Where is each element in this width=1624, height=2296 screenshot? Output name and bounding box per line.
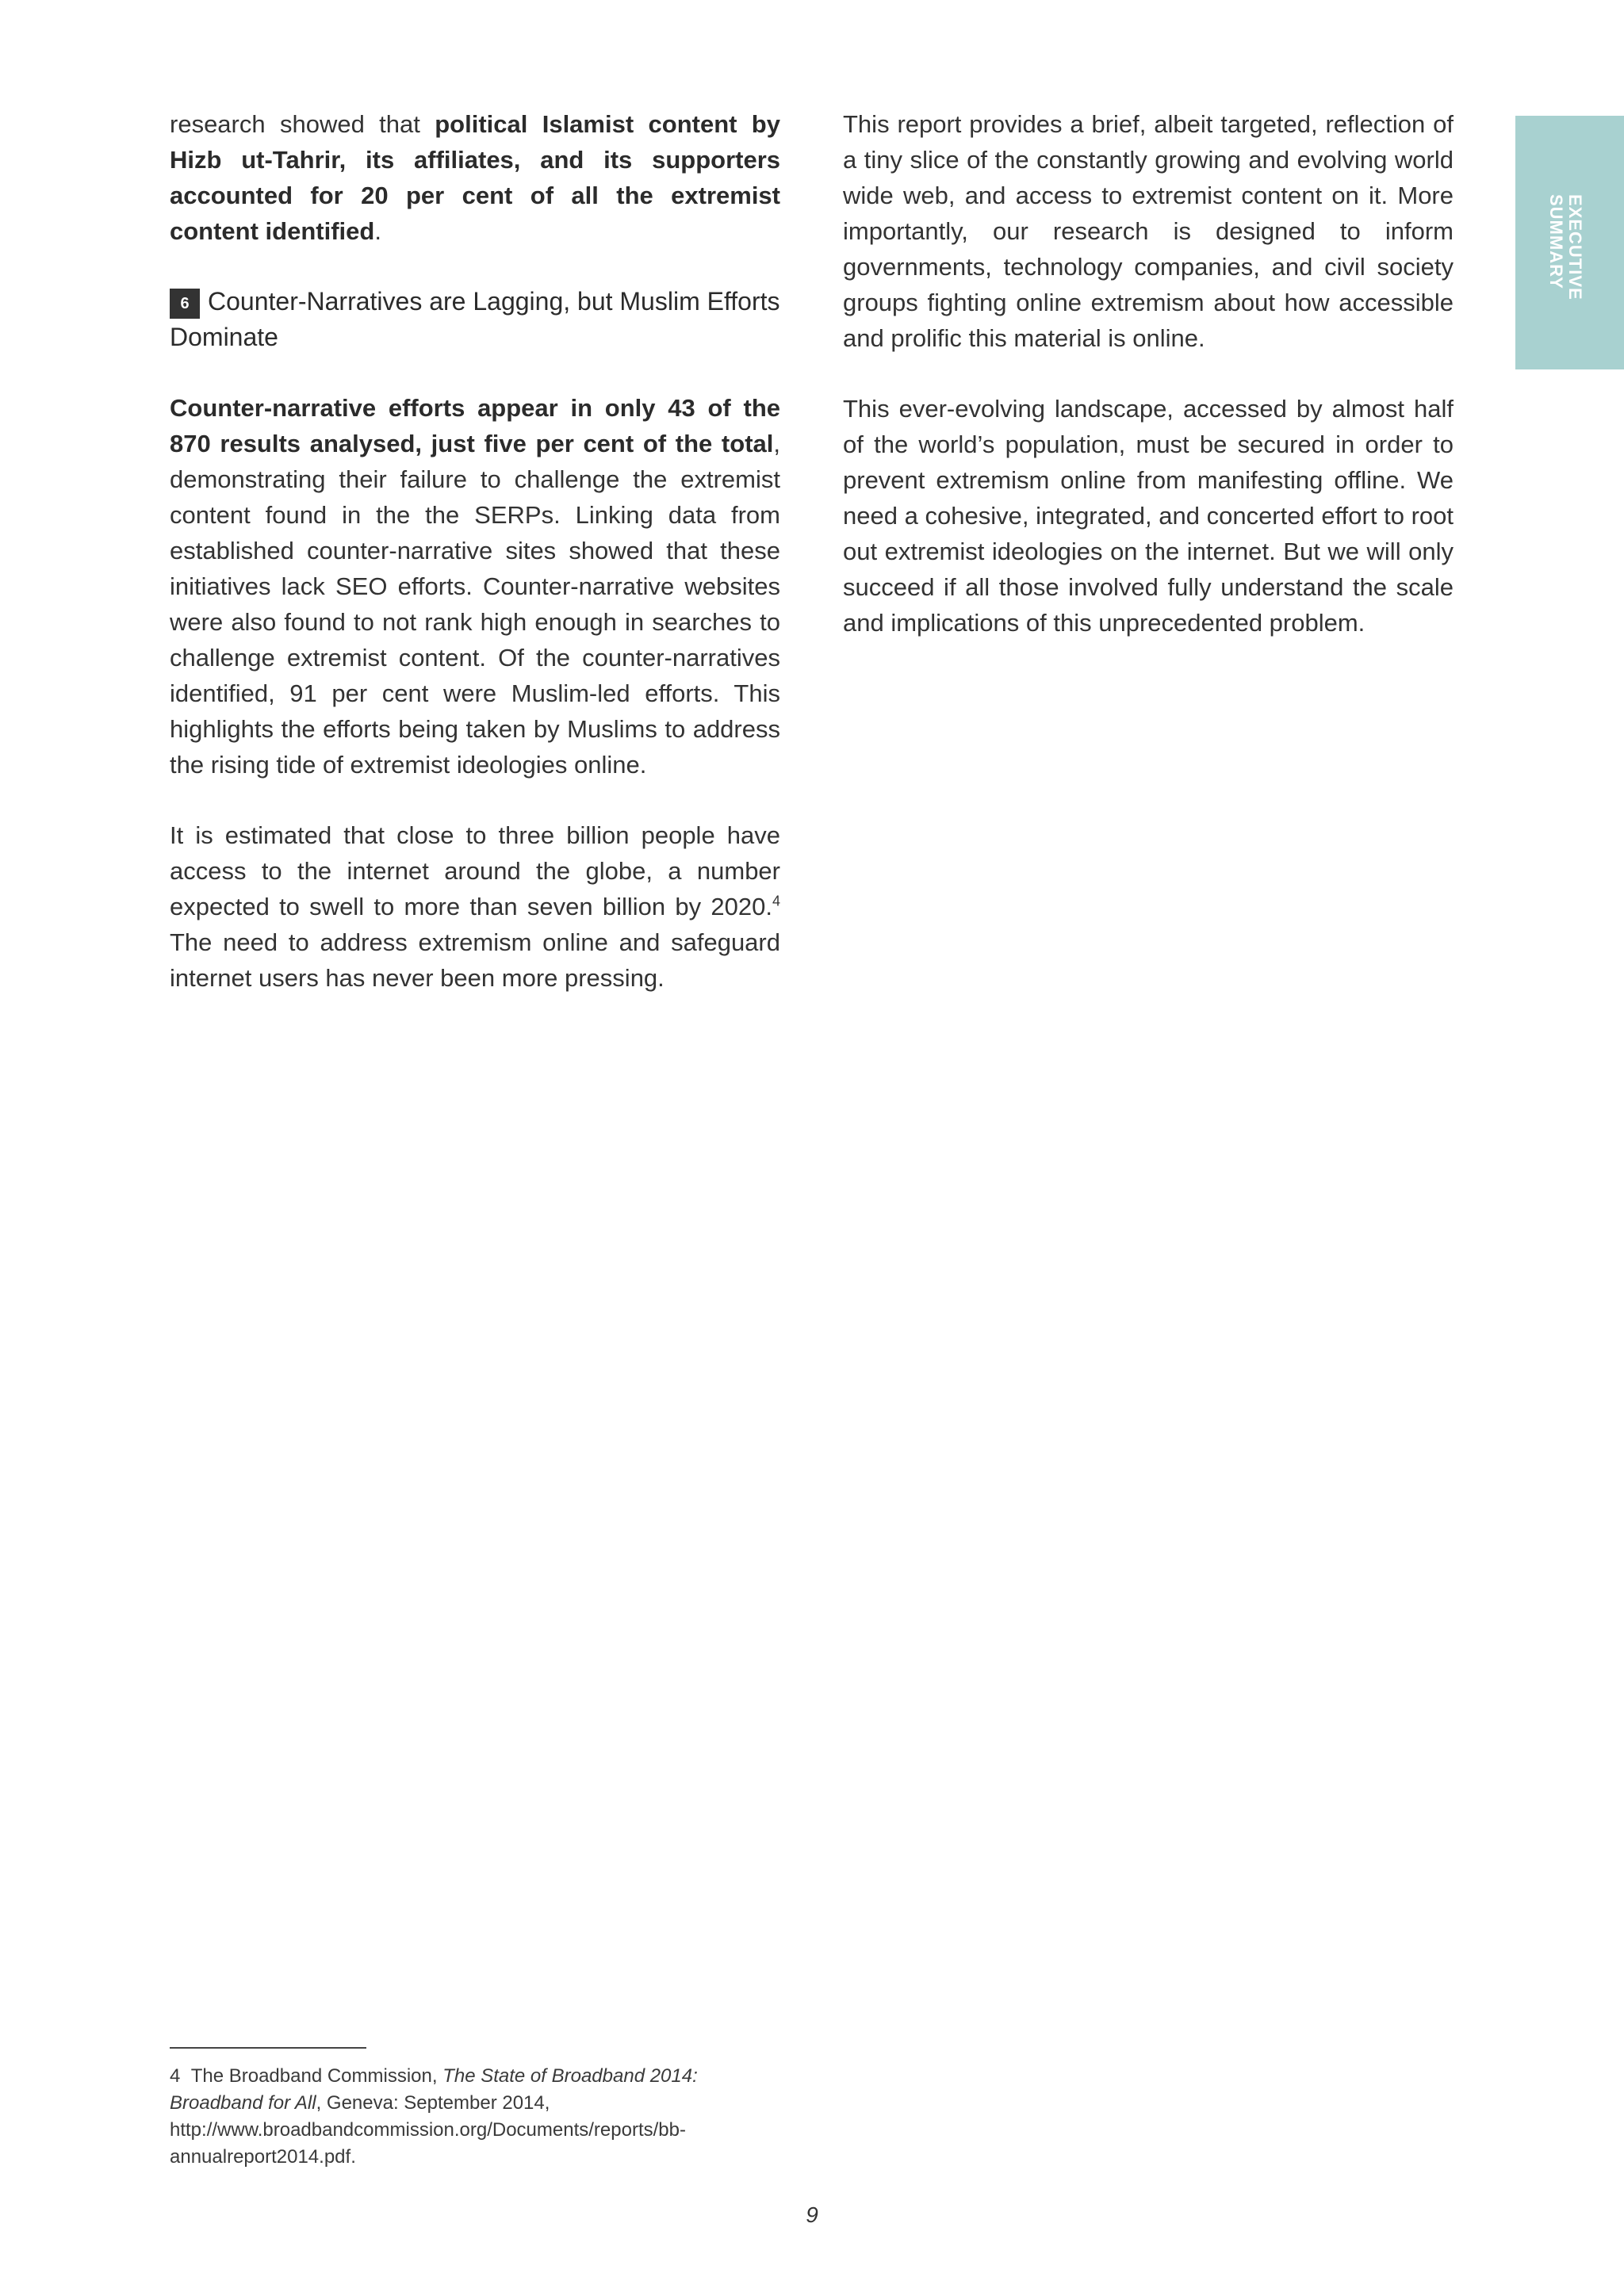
right-column — [843, 106, 1454, 675]
paragraph-text: , demonstrating their failure to challenge the extremist content found in the the SERPs. Linking data from established counter-narrative sites showed that these initiatives lack SEO efforts. Counter-narrative websites were also found to not rank high enough in searches to challenge extremist content. Of the counter-narratives identified, 91 per cent were Muslim-led efforts. This highlights the efforts being taken by Muslims to address the rising tide of extremist ideologies online. — [170, 430, 780, 779]
section-number-badge: 6 — [170, 289, 200, 319]
side-tab-line-2: SUMMARY — [1546, 194, 1566, 289]
footnote — [170, 2063, 788, 2171]
side-tab-line-1: EXECUTIVE — [1565, 194, 1585, 300]
paragraph-text: The need to address extremism online and safeguard internet users has never been more pressing. — [170, 928, 780, 992]
paragraph-bold-text: political Islamist content by Hizb ut-Tahrir, its affiliates, and its supporters accounted for 20 per cent of all the extremist content identified — [170, 110, 780, 245]
footnote-text-url[interactable]: , Geneva: September 2014, http://www.broadbandcommission.org/Documents/reports/bb-annualreport2014.pdf. — [170, 2092, 686, 2168]
paragraph-internet-users — [170, 817, 780, 996]
paragraph-evolving-landscape: This ever-evolving landscape, accessed by almost half of the world’s population, must be secured in order to prevent extremism online from manifesting offline. We need a cohesive, integrated, and concerted effort to root out extremist ideologies on the internet. But we will only succeed if all those involved fully understand the scale and implications of this unprecedented problem. — [843, 395, 1454, 637]
footnote-number: 4 — [170, 2065, 181, 2087]
section-heading-title: Counter-Narratives are Lagging, but Muslim Efforts Dominate — [170, 287, 780, 351]
paragraph-text: research showed that — [170, 110, 435, 138]
paragraph-text: . — [374, 217, 381, 245]
paragraph-hizb-ut-tahrir — [170, 106, 780, 249]
side-tab-label — [1546, 194, 1585, 300]
section-heading-6 — [170, 284, 780, 355]
left-column — [170, 106, 780, 1031]
footnote-divider — [170, 2047, 366, 2049]
footnote-reference[interactable]: 4 — [772, 893, 780, 909]
paragraph-report-purpose: This report provides a brief, albeit targeted, reflection of a tiny slice of the constantly growing and evolving world wide web, and access to extremist content on it. More importantly, our research is designed to inform governments, technology companies, and civil society groups fighting online extremism about how accessible and prolific this material is online. — [843, 110, 1454, 352]
paragraph-bold-text: Counter-narrative efforts appear in only 43 of the 870 results analysed, just five per cent of the total — [170, 394, 780, 457]
paragraph-text: It is estimated that close to three billion people have access to the internet around the globe, a number expected to swell to more than seven billion by 2020. — [170, 821, 780, 920]
footnote-title: The State of Broadband 2014: Broadband for All — [170, 2065, 698, 2114]
footnote-text: The Broadband Commission, — [190, 2065, 443, 2087]
page-number: 9 — [806, 2202, 818, 2227]
paragraph-counter-narratives — [170, 390, 780, 783]
